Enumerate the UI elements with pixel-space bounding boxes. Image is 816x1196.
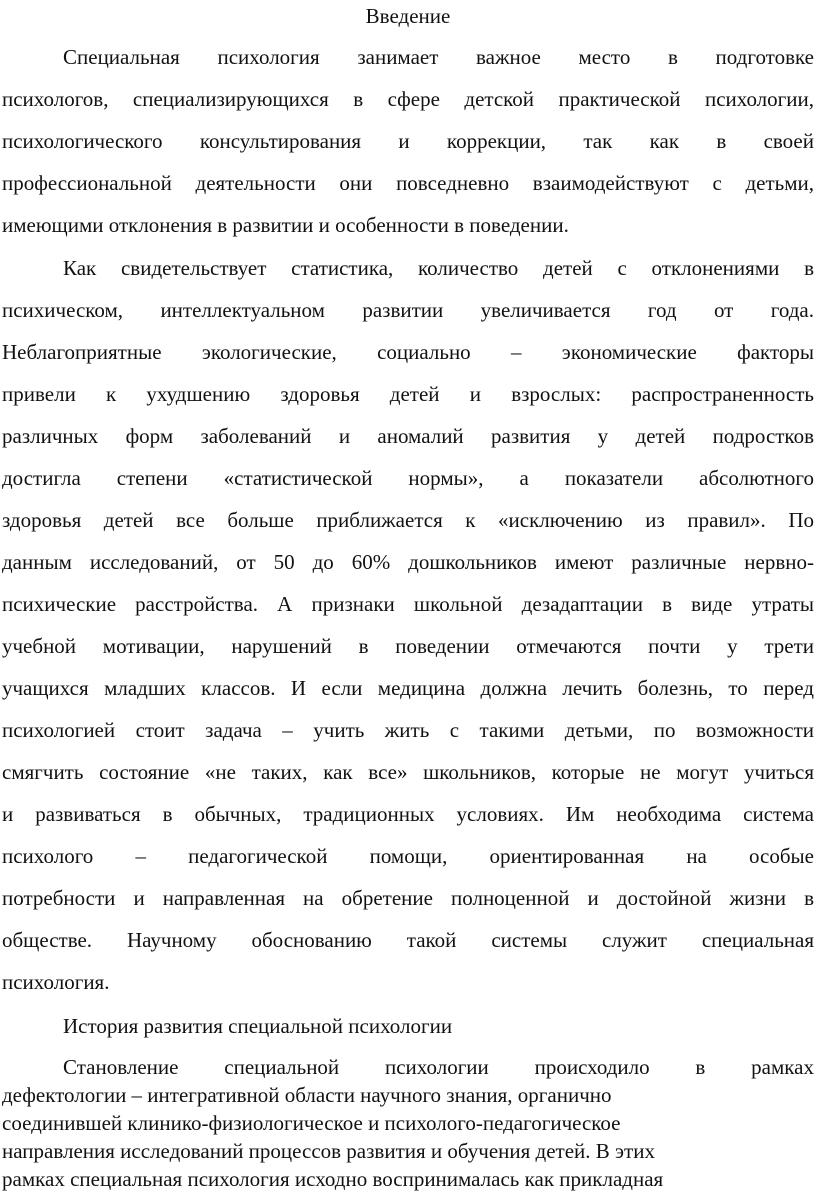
page-title: Введение	[365, 4, 451, 28]
text-line: здоровья детей все больше приближается к «исключению из правил». По	[2, 508, 814, 532]
text-line: профессиональной деятельности они повседневно взаимодействуют с детьми,	[2, 171, 814, 195]
text-line: данным исследований, от 50 до 60% дошкольников имеют различные нервно-	[2, 550, 814, 574]
section-heading: История развития специальной психологии	[63, 1014, 453, 1038]
text-line: психическом, интеллектуальном развитии увеличивается год от года.	[2, 298, 814, 322]
text-line: соединившей клинико-физиологическое и психолого-педагогическое	[2, 1111, 621, 1135]
text-line: привели к ухудшению здоровья детей и взрослых: распространенность	[2, 382, 814, 406]
text-line: психологов, специализирующихся в сфере детской практической психологии,	[2, 87, 814, 111]
text-line: направления исследований процессов развития и обучения детей. В этих	[2, 1139, 655, 1163]
text-line: психологического консультирования и коррекции, так как в своей	[2, 129, 814, 153]
text-line: Специальная психология занимает важное место в подготовке	[63, 45, 814, 69]
text-line: смягчить состояние «не таких, как все» школьников, которые не могут учиться	[2, 760, 814, 784]
text-line: потребности и направленная на обретение полноценной и достойной жизни в	[2, 886, 814, 910]
text-line: психические расстройства. А признаки школьной дезадаптации в виде утраты	[2, 592, 814, 616]
text-line: имеющими отклонения в развитии и особенности в поведении.	[2, 213, 569, 237]
text-line: рамках специальная психология исходно воспринималась как прикладная	[2, 1167, 664, 1191]
text-line: психолого – педагогической помощи, ориентированная на особые	[2, 844, 814, 868]
text-line: психология.	[2, 970, 110, 994]
text-line: дефектологии – интегративной области научного знания, органично	[2, 1083, 612, 1107]
text-line: учащихся младших классов. И если медицина должна лечить болезнь, то перед	[2, 676, 814, 700]
text-line: достигла степени «статистической нормы», а показатели абсолютного	[2, 466, 814, 490]
text-line: учебной мотивации, нарушений в поведении отмечаются почти у трети	[2, 634, 814, 658]
text-line: и развиваться в обычных, традиционных условиях. Им необходима система	[2, 802, 814, 826]
text-line: Как свидетельствует статистика, количество детей с отклонениями в	[63, 256, 814, 280]
text-line: Становление специальной психологии происходило в рамках	[63, 1055, 814, 1079]
text-line: психологией стоит задача – учить жить с такими детьми, по возможности	[2, 718, 814, 742]
text-line: Неблагоприятные экологические, социально – экономические факторы	[2, 340, 814, 364]
text-line: обществе. Научному обоснованию такой системы служит специальная	[2, 928, 814, 952]
text-line: различных форм заболеваний и аномалий развития у детей подростков	[2, 424, 814, 448]
